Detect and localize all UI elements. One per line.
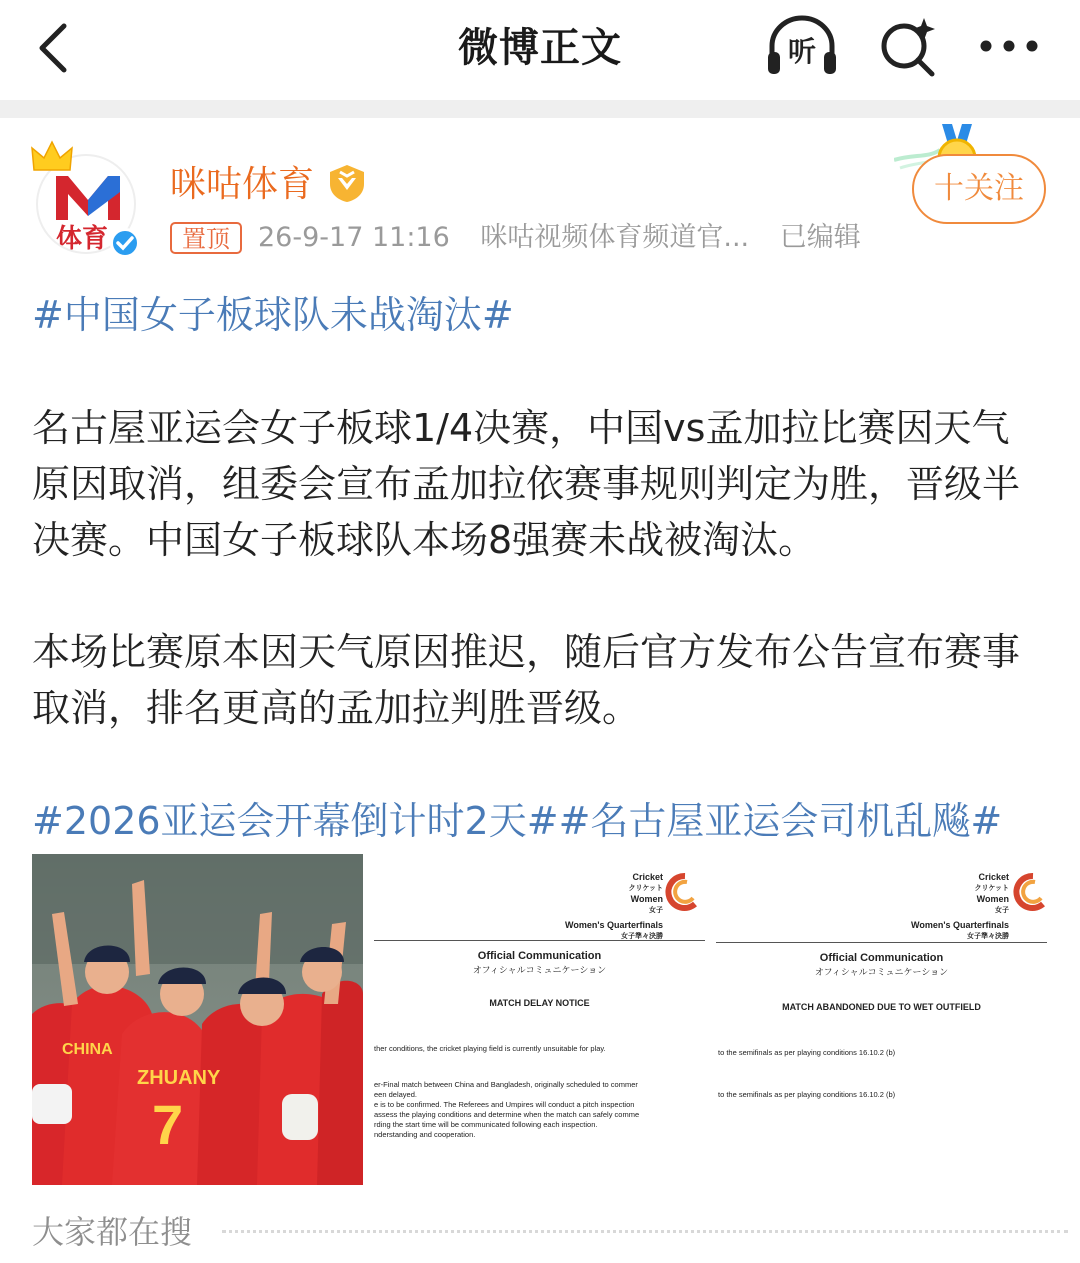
listen-label: 听 bbox=[787, 35, 816, 68]
section-divider bbox=[0, 100, 1080, 118]
hashtag-link[interactable]: #2026亚运会开幕倒计时2天##名古屋亚运会司机乱飚# bbox=[32, 799, 1003, 843]
team-celebration-photo bbox=[32, 854, 363, 1185]
doc-header-line: 女子準々決勝 bbox=[967, 933, 1009, 940]
doc-header-line: 女子 bbox=[995, 907, 1009, 914]
doc-rule bbox=[374, 940, 705, 941]
follow-button[interactable]: 十关注 bbox=[912, 154, 1046, 224]
crown-icon bbox=[30, 140, 74, 176]
search-sparkle-icon bbox=[876, 14, 940, 78]
post-paragraph: 本场比赛原本因天气原因推迟，随后官方发布公告宣布赛事取消，排名更高的孟加拉判胜晋级。 bbox=[32, 630, 1021, 730]
doc-body bbox=[718, 1048, 895, 1100]
trending-search-label: 大家都在搜 bbox=[32, 1213, 193, 1251]
author-name[interactable]: 咪咕体育 bbox=[170, 164, 315, 205]
doc-header-line: クリケット bbox=[628, 885, 663, 892]
doc-header-line: 女子 bbox=[649, 907, 663, 914]
avatar-text: 体育 bbox=[56, 224, 109, 254]
doc-line: rding the start time will be communicated following each inspection. bbox=[374, 1120, 598, 1129]
post-image-team-photo[interactable] bbox=[32, 854, 363, 1185]
post-timestamp: 26-9-17 11:16 bbox=[258, 222, 450, 253]
doc-line: er-Final match between China and Bangladesh, originally scheduled to commer bbox=[374, 1080, 638, 1089]
doc-line: een delayed. bbox=[374, 1090, 417, 1099]
doc-line: nderstanding and cooperation. bbox=[374, 1130, 476, 1139]
author-avatar[interactable] bbox=[30, 140, 142, 260]
edited-label[interactable]: 已编辑 bbox=[779, 222, 861, 253]
migu-logo-icon bbox=[52, 170, 124, 222]
doc-line: to the semifinals as per playing conditions 16.10.2 (b) bbox=[718, 1090, 896, 1099]
doc-header bbox=[565, 872, 663, 942]
doc-header-line: Women's Quarterfinals bbox=[911, 920, 1009, 930]
doc-title: Official Communication bbox=[819, 952, 944, 964]
post-meta bbox=[258, 218, 883, 258]
listen-button[interactable] bbox=[764, 14, 840, 78]
page-title: 微博正文 bbox=[458, 25, 622, 71]
doc-header-line: クリケット bbox=[974, 885, 1009, 892]
post-source[interactable]: 咪咕视频体育频道官... bbox=[480, 222, 750, 253]
doc-title: Official Communication bbox=[477, 950, 602, 962]
hashtag-link[interactable]: #中国女子板球队未战淘汰# bbox=[32, 293, 514, 337]
checkmark-icon bbox=[113, 231, 137, 255]
doc-line: ther conditions, the cricket playing field is currently unsuitable for play. bbox=[374, 1044, 606, 1053]
doc-line: assess the playing conditions and determine when the match can safely comme bbox=[374, 1110, 640, 1119]
games-logo-icon bbox=[665, 872, 701, 912]
doc-header-line: 女子準々決勝 bbox=[621, 933, 663, 940]
jersey-number: 7 bbox=[152, 1093, 184, 1156]
more-options-button[interactable] bbox=[972, 14, 1046, 78]
doc-title-jp: オフィシャルコミュニケーション bbox=[814, 967, 949, 977]
doc-line: to the semifinals as per playing conditions 16.10.2 (b) bbox=[718, 1048, 896, 1057]
doc-header-line: Cricket bbox=[632, 872, 663, 882]
doc-line: e is to be confirmed. The Referees and Umpires will conduct a pitch inspection bbox=[374, 1100, 635, 1109]
doc-subject: MATCH ABANDONED DUE TO WET OUTFIELD bbox=[782, 1002, 981, 1012]
doc-body bbox=[374, 1044, 639, 1140]
post-paragraph: 名古屋亚运会女子板球1/4决赛，中国vs孟加拉比赛因天气原因取消，组委会宣布孟加拉依赛事规则判定为胜，晋级半决赛。中国女子板球队本场8强赛未战被淘汰。 bbox=[32, 406, 1021, 562]
doc-header-line: Women's Quarterfinals bbox=[565, 920, 663, 930]
doc-subject: MATCH DELAY NOTICE bbox=[489, 998, 590, 1008]
pinned-badge: 置顶 bbox=[170, 222, 242, 254]
post-image-delay-notice[interactable] bbox=[374, 854, 705, 1185]
doc-header-line: Women bbox=[976, 894, 1009, 904]
doc-header-line: Women bbox=[630, 894, 663, 904]
doc-header-line: Cricket bbox=[978, 872, 1009, 882]
games-logo-icon bbox=[1013, 872, 1047, 912]
more-dots-icon bbox=[972, 14, 1046, 78]
jersey-name-2: CHINA bbox=[62, 1041, 113, 1058]
verified-badge bbox=[110, 228, 140, 258]
doc-header bbox=[911, 872, 1009, 942]
top-nav-bar bbox=[0, 0, 1080, 100]
post-image-abandoned-notice[interactable] bbox=[716, 854, 1047, 1185]
jersey-name: ZHUANY bbox=[137, 1067, 221, 1089]
doc-title-jp: オフィシャルコミュニケーション bbox=[472, 965, 607, 975]
doc-rule bbox=[716, 942, 1047, 943]
dotted-divider bbox=[222, 1230, 1068, 1233]
search-button[interactable] bbox=[876, 14, 940, 78]
vip-shield-icon bbox=[326, 162, 368, 204]
